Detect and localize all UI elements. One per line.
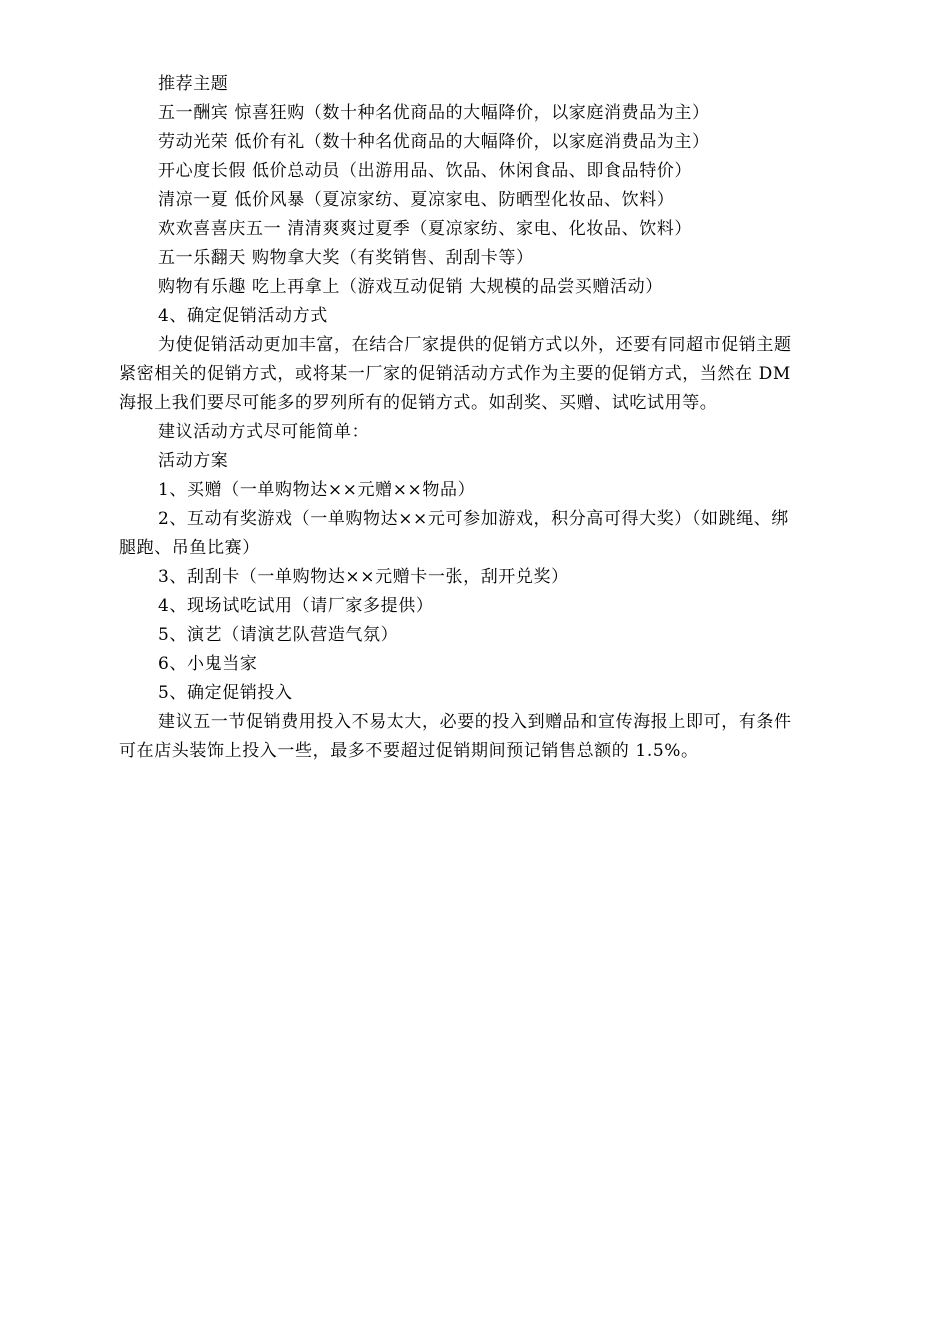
section-4-paragraph: [119, 331, 835, 418]
theme-item: 五一乐翻天 购物拿大奖（有奖销售、刮刮卡等）: [158, 248, 534, 268]
paragraph-line: 海报上我们要尽可能多的罗列所有的促销方式。如刮奖、买赠、试吃试用等。: [119, 393, 718, 413]
paragraph-line: 可在店头装饰上投入一些，最多不要超过促销期间预记销售总额的 1.5%。: [119, 741, 699, 761]
paragraph-line: 为使促销活动更加丰富，在结合厂家提供的促销方式以外，还要有同超市促销主题: [158, 335, 792, 355]
plan-item: 4、现场试吃试用（请厂家多提供）: [158, 596, 434, 616]
theme-item: 购物有乐趣 吃上再拿上（游戏互动促销 大规模的品尝买赠活动）: [158, 277, 663, 297]
theme-item: 劳动光荣 低价有礼（数十种名优商品的大幅降价，以家庭消费品为主）: [158, 132, 710, 152]
plan-item: 6、小鬼当家: [158, 654, 258, 674]
themes-heading: 推荐主题: [158, 74, 229, 94]
section-4-heading: 4、确定促销活动方式: [158, 306, 328, 326]
paragraph-line: 腿跑、吊鱼比赛）: [119, 538, 260, 558]
suggestion-text: 建议活动方式尽可能简单：: [158, 422, 370, 442]
section-5-paragraph: [119, 708, 835, 766]
plan-item: 1、买赠（一单购物达××元赠××物品）: [158, 480, 476, 500]
paragraph-line: 建议五一节促销费用投入不易太大，必要的投入到赠品和宣传海报上即可，有条件: [158, 712, 792, 732]
theme-item: 开心度长假 低价总动员（出游用品、饮品、休闲食品、即食品特价）: [158, 161, 693, 181]
plan-heading: 活动方案: [158, 451, 229, 471]
theme-item: 清凉一夏 低价风暴（夏凉家纺、夏凉家电、防晒型化妆品、饮料）: [158, 190, 675, 210]
paragraph-line: 紧密相关的促销方式，或将某一厂家的促销活动方式作为主要的促销方式，当然在 DM: [119, 364, 791, 384]
plan-item: [119, 505, 835, 563]
paragraph-line: 2、互动有奖游戏（一单购物达××元可参加游戏，积分高可得大奖）（如跳绳、绑: [158, 509, 790, 529]
theme-item: 五一酬宾 惊喜狂购（数十种名优商品的大幅降价，以家庭消费品为主）: [158, 103, 710, 123]
plan-item: 5、演艺（请演艺队营造气氛）: [158, 625, 399, 645]
plan-item: 3、刮刮卡（一单购物达××元赠卡一张，刮开兑奖）: [158, 567, 569, 587]
document-body: [119, 70, 835, 766]
theme-item: 欢欢喜喜庆五一 清清爽爽过夏季（夏凉家纺、家电、化妆品、饮料）: [158, 219, 693, 239]
section-5-heading: 5、确定促销投入: [158, 683, 293, 703]
